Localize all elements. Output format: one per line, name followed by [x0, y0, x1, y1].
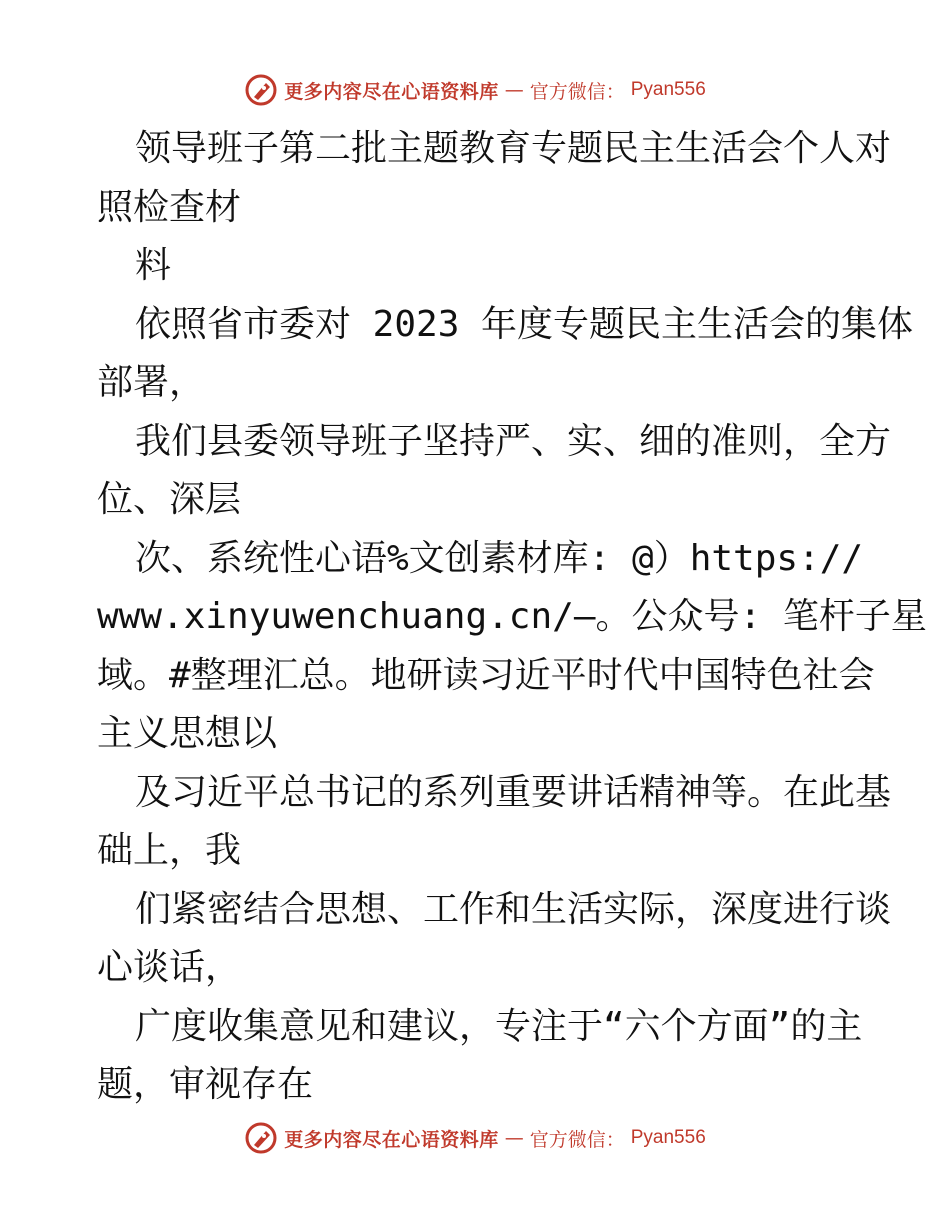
text-line: 料	[135, 245, 172, 286]
footer-banner	[0, 1118, 950, 1158]
banner-separator: —	[504, 79, 524, 101]
text-line: 我们县委领导班子坚持严、实、细的准则，全方	[135, 420, 892, 462]
text-line: 部署，	[97, 362, 206, 403]
text-line: 主义思想以	[97, 713, 278, 754]
text-line: 位、深层	[97, 479, 242, 520]
text-line: 心谈话，	[97, 947, 242, 988]
text-line: 域。#整理汇总。地研读习近平时代中国特色社会	[97, 654, 875, 696]
text-line: 次、系统性心语%文创素材库: @）https://	[135, 537, 864, 579]
banner-wechat-id: Pyan556	[630, 79, 706, 100]
document-body	[97, 120, 927, 1115]
header-banner	[0, 70, 950, 110]
text-line: 题，审视存在	[97, 1064, 314, 1105]
text-line: 领导班子第二批主题教育专题民主生活会个人对	[135, 128, 892, 169]
text-line: 及习近平总书记的系列重要讲话精神等。在此基	[135, 771, 892, 813]
banner-text: 更多内容尽在心语资料库	[284, 80, 499, 103]
text-line: 照检查材	[97, 186, 242, 228]
text-line: 们紧密结合思想、工作和生活实际，深度进行谈	[135, 888, 892, 930]
banner-contact-label: 官方微信：	[529, 80, 625, 103]
text-line: 依照省市委对 2023 年度专题民主生活会的集体	[135, 303, 914, 345]
pen-nib-circle-icon	[244, 1121, 278, 1155]
banner-wechat-id: Pyan556	[630, 1127, 706, 1148]
pen-nib-circle-icon	[244, 73, 278, 107]
text-line: 广度收集意见和建议，专注于“六个方面”的主	[135, 1005, 863, 1047]
banner-contact-label: 官方微信：	[529, 1128, 625, 1151]
text-line: 础上，我	[97, 830, 242, 871]
banner-separator: —	[504, 1127, 524, 1149]
banner-text: 更多内容尽在心语资料库	[284, 1128, 499, 1151]
text-line: www.xinyuwenchuang.cn/—。公众号: 笔杆子星	[97, 596, 927, 637]
